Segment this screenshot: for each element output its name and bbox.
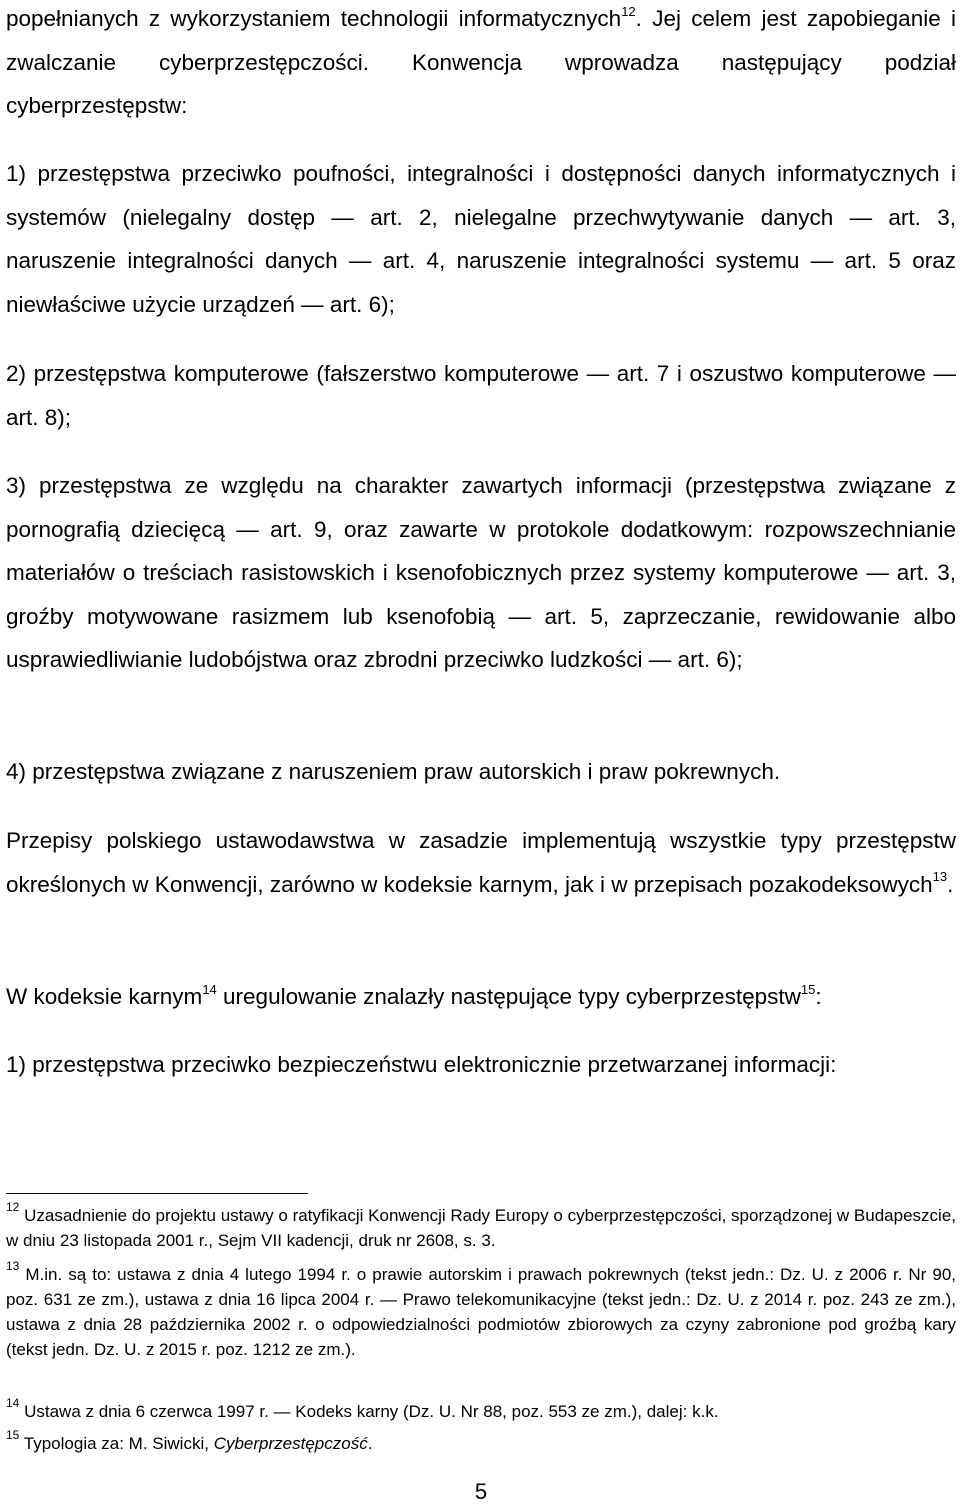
footnote-12: $^{12}$ Uzasadnienie do projektu ustawy o ratyfikacji Konwencji Rady Europy o cyberprzestępczości, sporządzonej w Budapeszcie, w dniu 23 listopada 2001 r., Sejm VII kadencji, druk nr 2608, s. 3. xyxy=(6,1200,956,1250)
document-page xyxy=(6,0,956,1505)
list-item-1: 1) przestępstwa przeciwko poufności, integralności i dostępności danych informatycznych i systemów (nielegalny dostęp — art. 2, nielegalne przechwytywanie danych — art. 3, naruszenie integralności danych — art. 4, naruszenie integralności systemu — art. 5 oraz niewłaściwe użycie urządzeń — art. 6); xyxy=(6,161,956,317)
list-item-3: 3) przestępstwa ze względu na charakter zawartych informacji (przestępstwa związane z pornografią dziecięcą — art. 9, oraz zawarte w protokole dodatkowym: rozpowszechnianie materiałów o treściach rasistowskich i ksenofobicznych przez systemy komputerowe — art. 3, groźby motywowane rasizmem lub ksenofobią — art. 5, zaprzeczanie, rewidowanie albo usprawiedliwianie ludobójstwa oraz zbrodni przeciwko ludzkości — art. 6); xyxy=(6,473,956,672)
footnote-number: 14 xyxy=(6,1396,20,1411)
paragraph-kodeks-karny: W kodeksie karnym$^{14}$ uregulowanie znalazły następujące typy cyberprzestępstw$^{15}$: xyxy=(6,981,822,1009)
list-item-5: 1) przestępstwa przeciwko bezpieczeństwu elektronicznie przetwarzanej informacji: xyxy=(6,1052,837,1077)
list-item-2: 2) przestępstwa komputerowe (fałszerstwo komputerowe — art. 7 i oszustwo komputerowe — art. 8); xyxy=(6,361,956,430)
footnote-separator xyxy=(6,1193,308,1194)
footnote-number: 15 xyxy=(6,1428,20,1443)
page-number: 5 xyxy=(474,1479,488,1504)
footnote-ref-14[interactable]: 14 xyxy=(202,981,217,997)
footnote-14: $^{14}$ Ustawa z dnia 6 czerwca 1997 r. — Kodeks karny (Dz. U. Nr 88, poz. 553 ze zm.), dalej: k.k. xyxy=(6,1396,719,1421)
cited-title: Cyberprzestępczość xyxy=(213,1434,368,1453)
paragraph-konwencja: popełnianych z wykorzystaniem technologii informatycznych$^{12}$. Jej celem jest zapobieganie i zwalczanie cyberprzestępczości. Konwencja wprowadza następujący podział cyberprzestępstw: xyxy=(6,3,957,118)
footnote-ref-13[interactable]: 13 xyxy=(932,869,948,884)
footnote-ref-12[interactable]: 12 xyxy=(621,3,636,19)
footnote-13: $^{13}$ M.in. są to: ustawa z dnia 4 lutego 1994 r. o prawie autorskim i prawach pokrewnych (tekst jedn.: Dz. U. z 2006 r. Nr 90, poz. 631 ze zm.), ustawa z dnia 16 lipca 2004 r. — Prawo telekomunikacyjne (tekst jedn.: Dz. U. z 2014 r. poz. 243 ze zm.), ustawa z dnia 28 października 2002 r. o odpowiedzialności podmiotów zbiorowych za czyny zabronione pod groźbą kary (tekst jedn. Dz. U. z 2015 r. poz. 1212 ze zm.). xyxy=(6,1259,956,1359)
footnote-15: $^{15}$ Typologia za: M. Siwicki, Cyberprzestępczość. xyxy=(6,1428,373,1453)
list-item-4: 4) przestępstwa związane z naruszeniem praw autorskich i praw pokrewnych. xyxy=(6,759,781,784)
footnote-number: 13 xyxy=(6,1259,20,1274)
footnote-number: 12 xyxy=(6,1200,20,1215)
footnote-ref-15[interactable]: 15 xyxy=(800,981,816,997)
paragraph-przepisy: Przepisy polskiego ustawodawstwa w zasadzie implementują wszystkie typy przestępstw określonych w Konwencji, zarówno w kodeksie karnym, jak i w przepisach pozakodeksowych$^{13}$. xyxy=(6,828,956,897)
